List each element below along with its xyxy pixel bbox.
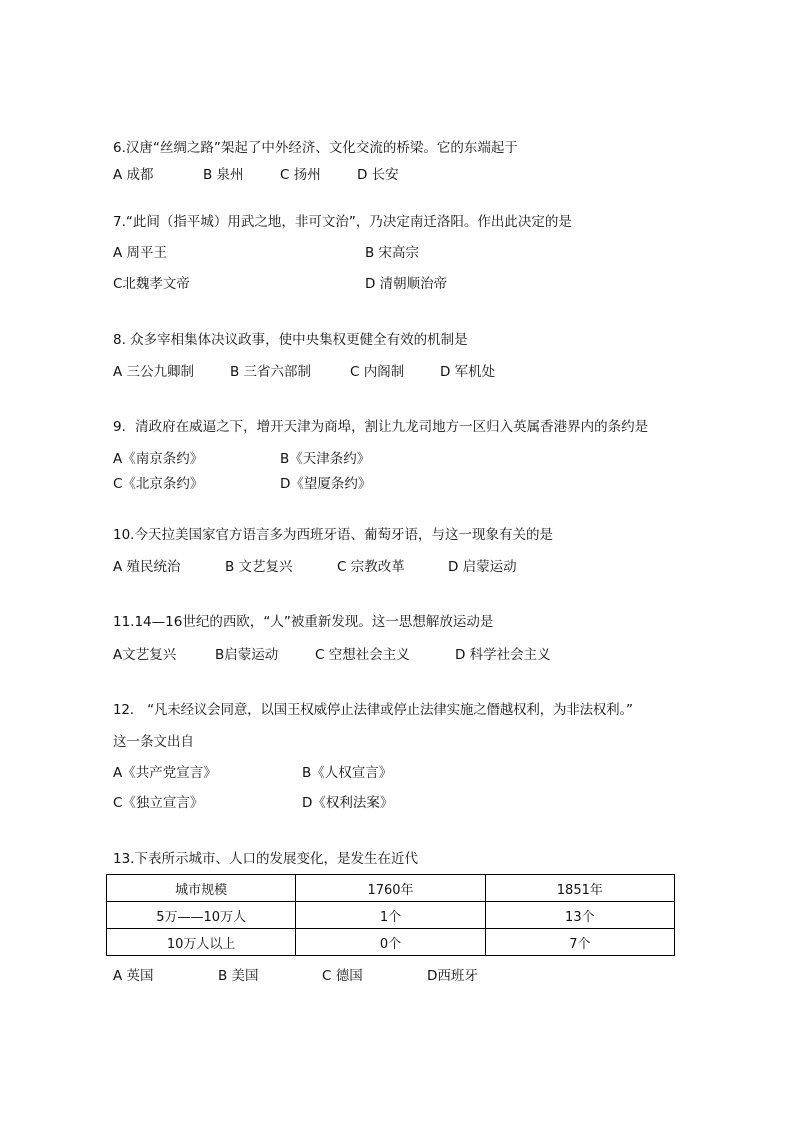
q11-option-b: B启蒙运动 <box>215 647 279 663</box>
question-12-stem: 12. “凡未经议会同意，以国王权威停止法律或停止法律实施之僭越权利，为非法权利。” <box>113 702 633 718</box>
q10-option-c: C 宗教改革 <box>337 559 405 575</box>
q6-option-d: D 长安 <box>357 167 399 183</box>
q12-option-b: B《人权宣言》 <box>302 765 393 781</box>
q7-option-a: A 周平王 <box>113 245 168 261</box>
q13-option-b: B 美国 <box>218 968 259 984</box>
q13-option-a: A 英国 <box>113 968 154 984</box>
q8-option-d: D 军机处 <box>440 364 496 380</box>
question-7-stem: 7.“此间（指平城）用武之地，非可文治”，乃决定南迁洛阳。作出此决定的是 <box>113 214 572 230</box>
table-cell: 5万——10万人 <box>107 902 296 929</box>
q7-option-b: B 宋高宗 <box>365 245 420 261</box>
question-13-stem: 13.下表所示城市、人口的发展变化，是发生在近代 <box>113 851 418 867</box>
q11-option-d: D 科学社会主义 <box>455 647 551 663</box>
q13-option-c: C 德国 <box>322 968 363 984</box>
q10-option-a: A 殖民统治 <box>113 559 181 575</box>
question-10-stem: 10.今天拉美国家官方语言多为西班牙语、葡萄牙语，与这一现象有关的是 <box>113 527 553 543</box>
q10-option-d: D 启蒙运动 <box>448 559 517 575</box>
q9-option-c: C《北京条约》 <box>113 476 204 492</box>
question-11-stem: 11.14—16世纪的西欧，“人”被重新发现。这一思想解放运动是 <box>113 614 494 630</box>
q11-option-a: A文艺复兴 <box>113 647 177 663</box>
q12-option-c: C《独立宣言》 <box>113 795 204 811</box>
question-12-stem-continued: 这一条文出自 <box>113 734 194 750</box>
q8-option-c: C 内阁制 <box>350 364 405 380</box>
q7-option-d: D 清朝顺治帝 <box>365 276 448 292</box>
table-cell: 13个 <box>485 902 674 929</box>
q6-option-b: B 泉州 <box>203 167 244 183</box>
question-9-stem: 9．清政府在威逼之下，增开天津为商埠，割让九龙司地方一区归入英属香港界内的条约是 <box>113 419 649 435</box>
table-header-cell: 1851年 <box>485 875 674 902</box>
q12-option-d: D《权利法案》 <box>302 795 394 811</box>
table-cell: 1个 <box>296 902 485 929</box>
table-cell: 7个 <box>485 929 674 956</box>
q9-option-b: B《天津条约》 <box>280 451 371 467</box>
q12-option-a: A《共产党宣言》 <box>113 765 217 781</box>
q7-option-c: C北魏孝文帝 <box>113 276 190 292</box>
q10-option-b: B 文艺复兴 <box>225 559 293 575</box>
q9-option-a: A《南京条约》 <box>113 451 204 467</box>
q8-option-b: B 三省六部制 <box>230 364 312 380</box>
q8-option-a: A 三公九卿制 <box>113 364 195 380</box>
q13-option-d: D西班牙 <box>427 968 478 984</box>
table-row <box>107 902 675 929</box>
table-cell: 0个 <box>296 929 485 956</box>
table-header-row <box>107 875 675 902</box>
table-cell: 10万人以上 <box>107 929 296 956</box>
table-row <box>107 929 675 956</box>
table-header-cell: 1760年 <box>296 875 485 902</box>
q11-option-c: C 空想社会主义 <box>315 647 410 663</box>
q6-option-c: C 扬州 <box>280 167 321 183</box>
city-population-table <box>106 874 675 956</box>
table-header-cell: 城市规模 <box>107 875 296 902</box>
question-6-stem: 6.汉唐“丝绸之路”架起了中外经济、文化交流的桥梁。它的东端起于 <box>113 140 518 156</box>
q6-option-a: A 成都 <box>113 167 154 183</box>
q9-option-d: D《望厦条约》 <box>280 476 372 492</box>
question-8-stem: 8. 众多宰相集体决议政事，使中央集权更健全有效的机制是 <box>113 332 468 348</box>
